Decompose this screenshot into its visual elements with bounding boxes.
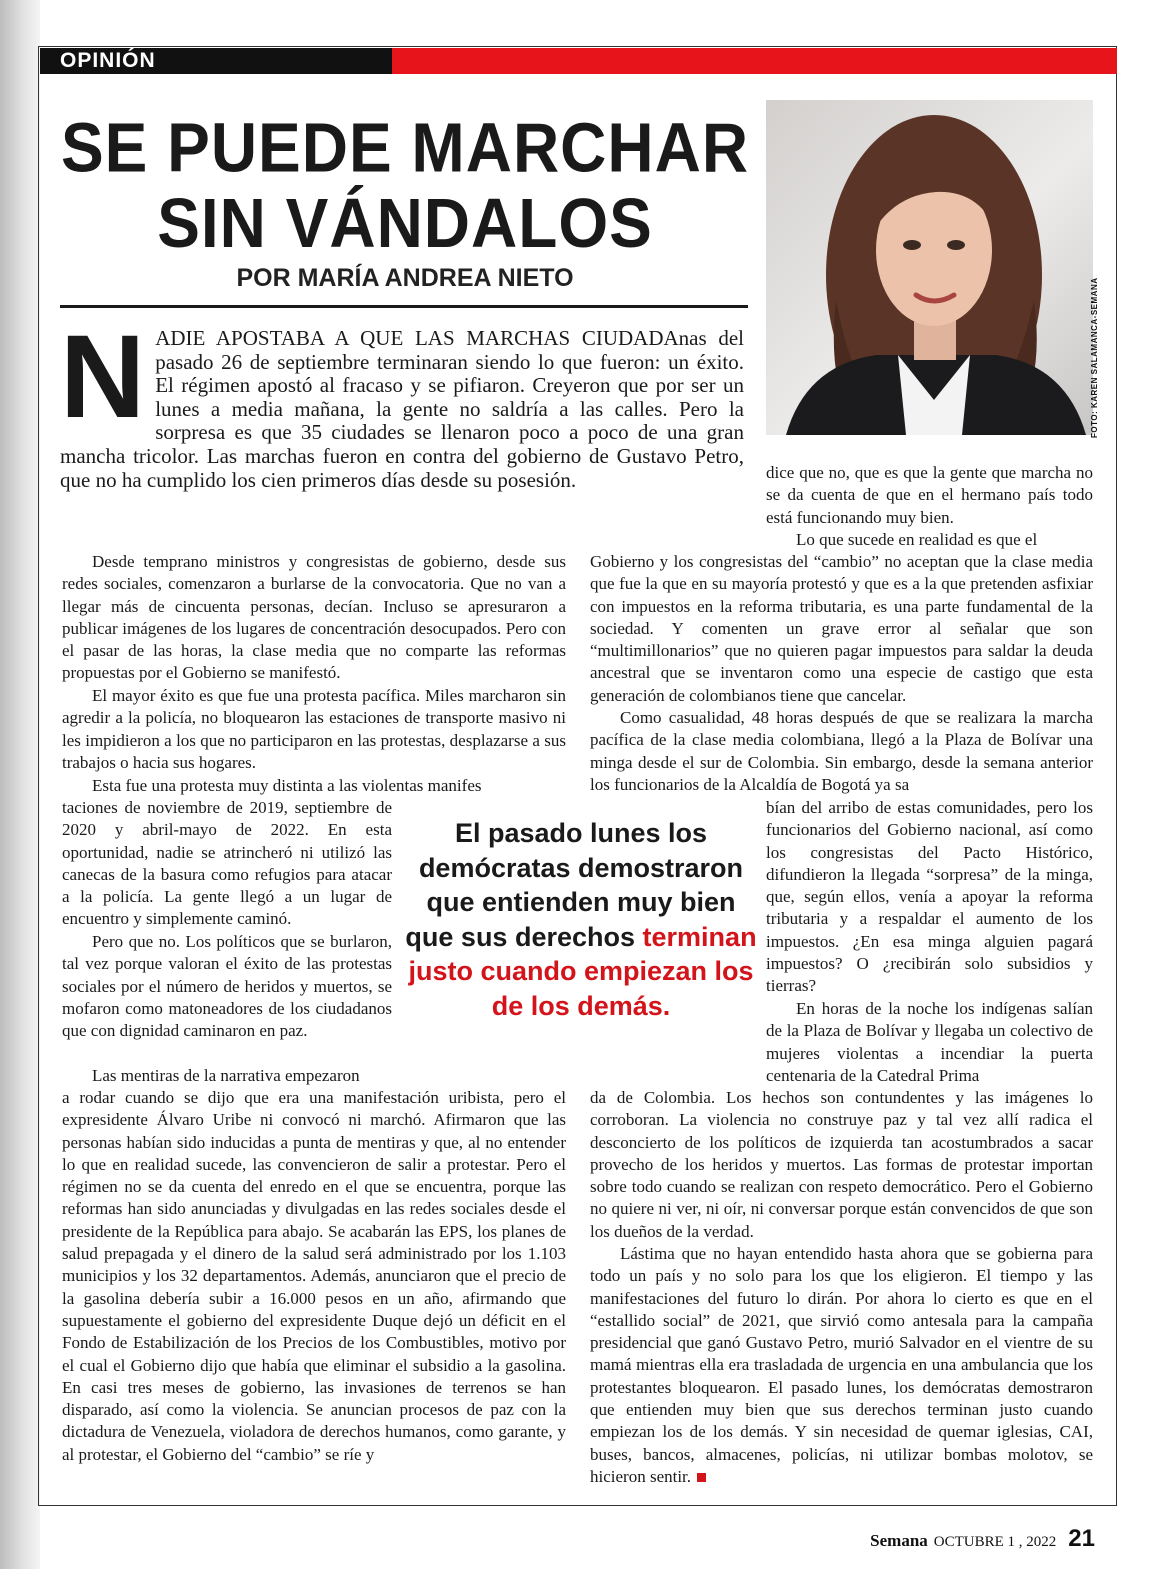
- body-paragraph: Pero que no. Los políticos que se burlaron, tal vez porque valoran el éxito de las protestas sociales por el número de heridos y muertos, se mofaron como matoneadores de los ciudadanos que con dignidad caminaron en paz.: [62, 932, 392, 1041]
- author-portrait-illustration: [766, 100, 1093, 435]
- page-gutter-shadow: [0, 0, 40, 1569]
- body-paragraph: taciones de noviembre de 2019, septiembre de 2020 y abril-mayo de 2022. En esta oportunidad, nadie se atrincheró ni utilizó las canecas de la basura como refugios para atacar a la policía. La gente llegó a un lugar de encuentro y simplemente caminó.: [62, 798, 392, 929]
- headline-rule: [60, 305, 748, 308]
- drop-cap: N: [60, 311, 146, 443]
- pull-quote-red-text: terminan justo cuando empiezan los de los demás.: [408, 921, 757, 1021]
- body-paragraph: Esta fue una protesta muy distinta a las violentas manifes: [92, 776, 482, 795]
- end-mark-icon: [697, 1473, 706, 1482]
- body-paragraph: Las mentiras de la narrativa empezaron: [92, 1066, 360, 1085]
- body-paragraph: Desde temprano ministros y congresistas de gobierno, desde sus redes sociales, comenzaron a burlarse de la convocatoria. Que no van a llegar más de cincuenta personas, decían. Incluso se apresuraron a publicar imágenes de los lugares de concentración desocupados. Pero con el pasar de las horas, la clase media que no comparte las reformas propuestas por el Gobierno se manifestó.: [62, 552, 566, 683]
- pull-quote-black-text: El pasado lunes los demócratas demostraron que entienden muy bien que sus derechos: [405, 818, 744, 952]
- magazine-name: Semana: [870, 1531, 928, 1550]
- body-paragraph: a rodar cuando se dijo que era una manifestación uribista, pero el expresidente Álvaro Uribe ni convocó ni marchó. Afirmaron que las personas habían sido inducidas a punta de mentiras y que, al no entender lo que en realidad sucede, las convencieron de salir a protestar. Pero el régimen no se da cuenta del enredo en el que se encuentra, porque las reformas han sido anunciadas y divulgadas en las redes sociales desde el presidente de la República para abajo. Se acabarán las EPS, los planes de salud prepagada y el dinero de la salud será administrado por los 1.103 municipios y los 32 departamentos. Además, anunciaron que el precio de la gasolina debería subir a 16.000 pesos en un año, afirmando que supuestamente el gobierno del expresidente Duque dejó un déficit en el Fondo de Estabilización de los Precios de los Combustibles, motivo por el cual el Gobierno dijo que había que eliminar el subsidio a la gasolina. En casi tres meses de gobierno, las invasiones de terrenos se han disparado, así como la violencia. Se anuncian procesos de paz con la dictadura de Venezuela, violadora de derechos humanos, como garante, y al protestar, el Gobierno del “cambio” se ríe y: [62, 1088, 566, 1464]
- lede-text: ADIE APOSTABA A QUE LAS MARCHAS CIUDADAnas del pasado 26 de septiembre terminaran siendo lo que fueron: un éxito. El régimen apostó al fracaso y se pifiaron. Creyeron que por ser un lunes a media mañana, la gente no saldría a las calles. Pero la sorpresa es que 35 ciudades se llenaron poco a poco de una gran mancha tricolor. Las marchas fueron en contra del gobierno de Gustavo Petro, que no ha cumplido los cien primeros días desde su posesión.: [60, 326, 744, 492]
- body-paragraph: [590, 1243, 1093, 1488]
- photo-credit: FOTO: KAREN SALAMANCA-SEMANA: [1090, 277, 1099, 438]
- byline: POR MARÍA ANDREA NIETO: [236, 264, 574, 292]
- headline: SE PUEDE MARCHAR SIN VÁNDALOS: [60, 108, 750, 263]
- lede-paragraph: [60, 311, 744, 547]
- issue-date: OCTUBRE 1 , 2022: [933, 1534, 1057, 1550]
- body-paragraph: El mayor éxito es que fue una protesta pacífica. Miles marcharon sin agredir a la policía, no bloquearon las estaciones de transporte masivo ni les impidieron a los que no participaron en las protestas, desplazarse a sus trabajos o hacia sus hogares.: [62, 686, 566, 772]
- body-paragraph: da de Colombia. Los hechos son contundentes y las imágenes lo corroboran. La violencia no construye paz y tal vez allí radica el desconcierto de los políticos de izquierda tan acostumbrados a sacar provecho de los heridos y muertos. Las formas de protestar importan sobre todo cuando se realizan con respeto democrático. Pero el Gobierno no quiere ni ver, ni oír, ni conversar porque están convencidos de que son los dueños de la verdad.: [590, 1088, 1093, 1241]
- page-number: 21: [1068, 1525, 1095, 1552]
- body-paragraph: En horas de la noche los indígenas salían de la Plaza de Bolívar y llegaba un colectivo de mujeres violentas a incendiar la puerta centenaria de la Catedral Prima: [766, 999, 1093, 1085]
- pull-quote: [405, 816, 757, 1023]
- body-paragraph: Como casualidad, 48 horas después de que se realizara la marcha pacífica de la clase media colombiana, llegó a la Plaza de Bolívar una minga desde el sur de Colombia. Sin embargo, desde la semana anterior los funcionarios de la Alcaldía de Bogotá ya sa: [590, 708, 1093, 794]
- author-photo: [766, 100, 1093, 435]
- section-label: OPINIÓN: [40, 48, 392, 74]
- body-paragraph: dice que no, que es que la gente que marcha no se da cuenta de que en el hermano país todo está funcionando muy bien.: [766, 463, 1093, 527]
- body-paragraph: Lo que sucede en realidad es que el: [796, 530, 1038, 549]
- page-footer: [870, 1525, 1095, 1553]
- closing-paragraph-text: Lástima que no hayan entendido hasta ahora que se gobierna para todo un país y no solo para los que los eligieron. El tiempo y las manifestaciones del futuro lo dirán. Por ahora lo cierto es que en el “estallido social” de 2021, que sirvió como antesala para la campaña presidencial que ganó Gustavo Petro, murió Salvador en el vientre de su mamá mientras ella era trasladada de urgencia en una ambulancia que los protestantes bloquearon. El pasado lunes, los demócratas demostraron que entienden muy bien que sus derechos terminan justo cuando empiezan los de los demás. Y sin necesidad de quemar iglesias, CAI, buses, bancos, almacenes, policías, ni utilizar bombas molotov, se hicieron sentir.: [590, 1244, 1093, 1486]
- body-paragraph: Gobierno y los congresistas del “cambio” no aceptan que la clase media que fue la que en su mayoría protestó y que es a la que pretenden asfixiar con impuestos en la reforma tributaria, es una parte fundamental de la sociedad. Y comenten un grave error al señalar que son “multimillonarios” que no quieren pagar impuestos para saldar la deuda ancestral que se inventaron como una especie de castigo que esta generación de colombianos tiene que cancelar.: [590, 552, 1093, 705]
- body-paragraph: bían del arribo de estas comunidades, pero los funcionarios del Gobierno nacional, así como los congresistas del Pacto Histórico, difundieron la llegada “sorpresa” de la minga, que, según ellos, venía a apoyar la reforma tributaria y a respaldar el aumento de los impuestos. ¿En esa minga alguien pagará impuestos? O ¿recibirán solo subsidios y tierras?: [766, 798, 1093, 996]
